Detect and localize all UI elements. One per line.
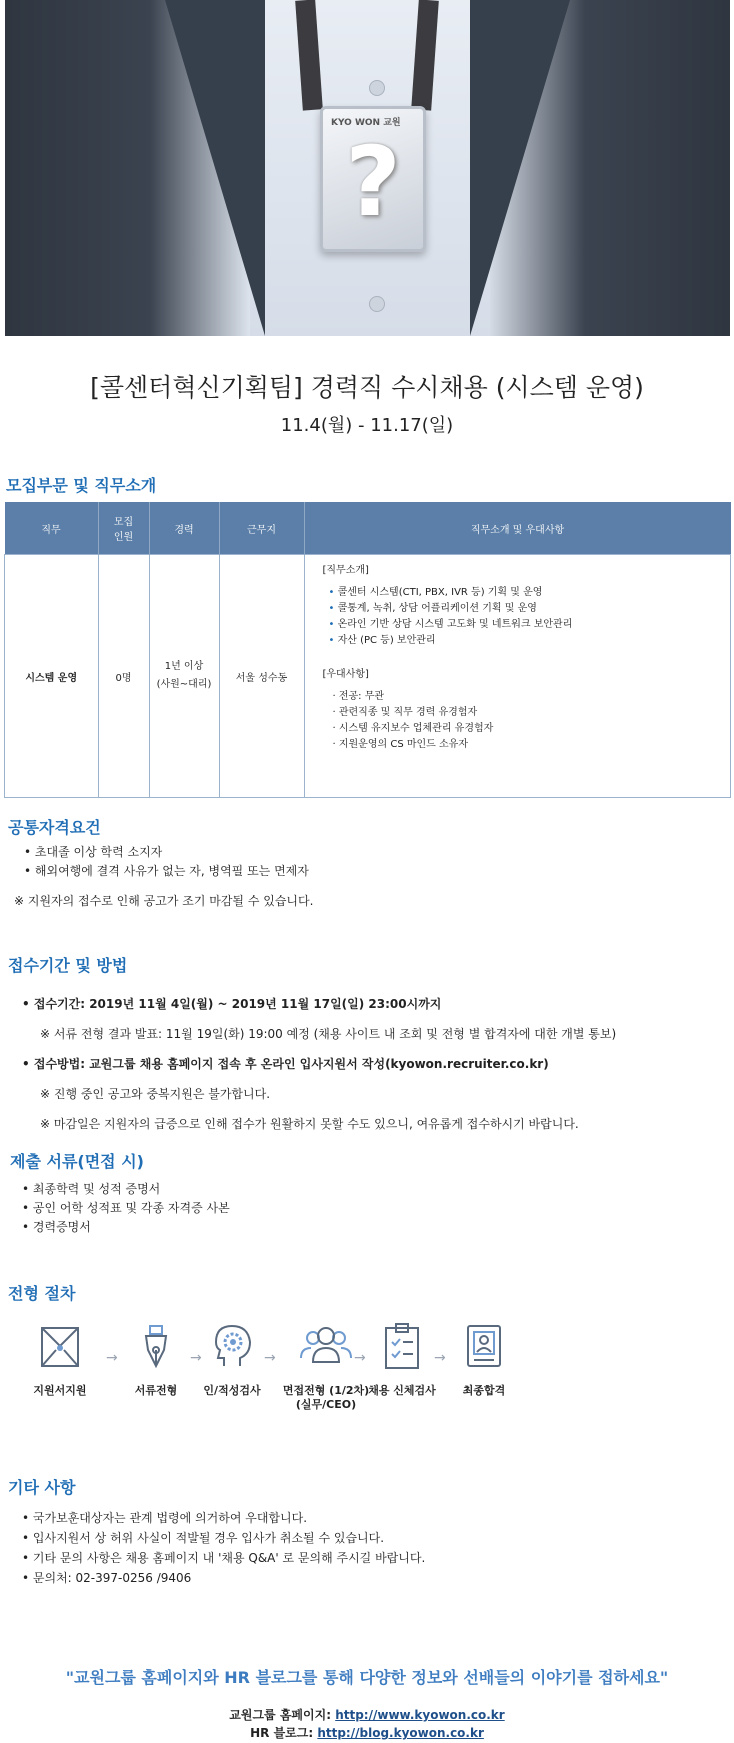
col-location: 근무지 [219, 502, 304, 555]
list-item: • 해외여행에 결격 사유가 없는 자, 병역필 또는 면제자 [24, 862, 309, 881]
step-label: 지원서지원 [33, 1384, 87, 1397]
step-medical [360, 1322, 444, 1398]
arrow-icon: → [434, 1350, 446, 1366]
list-item: • 콜통계, 녹취, 상담 어플리케이션 기획 및 운영 [329, 601, 713, 617]
intro-list [329, 585, 713, 649]
step-aptitude [192, 1322, 272, 1398]
etc-list [22, 1508, 425, 1588]
jacket-lapel-left [165, 0, 265, 336]
step-label: 최종합격 [462, 1384, 506, 1397]
head-gear-icon [210, 1322, 254, 1370]
id-badge [320, 106, 426, 252]
apply-method-note: ※ 마감일은 지원자의 급증으로 인해 접수가 원활하지 못할 수도 있으니, 여유롭게 접수하시기 바랍니다. [40, 1117, 579, 1131]
section-heading-process: 전형 절차 [8, 1284, 76, 1303]
col-career: 경력 [149, 502, 219, 555]
list-item: • 문의처: 02-397-0256 /9406 [22, 1568, 425, 1588]
recruit-date: 11.4(월) - 11.17(일) [280, 415, 454, 436]
envelope-icon [38, 1322, 82, 1370]
home-label: 교원그룹 홈페이지: [229, 1708, 336, 1722]
cell-location: 서울 성수동 [219, 555, 304, 798]
step-document [116, 1322, 196, 1398]
id-card-icon [462, 1322, 506, 1370]
section-heading-common: 공통자격요건 [8, 818, 101, 837]
badge-logo: KYO WON 교원 [331, 118, 401, 128]
cell-count: 0명 [98, 555, 149, 798]
section-heading-apply: 접수기간 및 방법 [8, 956, 128, 975]
process-steps [20, 1322, 540, 1422]
arrow-icon: → [190, 1350, 202, 1366]
list-item: • 국가보훈대상자는 관계 법령에 의거하여 우대합니다. [22, 1508, 425, 1528]
footer-links [0, 1706, 734, 1742]
list-item: · 전공: 무관 [329, 689, 713, 705]
section-heading-etc: 기타 사항 [8, 1478, 76, 1497]
list-item: · 시스템 유지보수 업체관리 유경험자 [329, 721, 713, 737]
shirt-button [369, 296, 385, 312]
section-heading-recruit: 모집부문 및 직무소개 [6, 476, 157, 495]
list-item: · 지원운영의 CS 마인드 소유자 [329, 737, 713, 753]
list-item: • 자산 (PC 등) 보안관리 [329, 633, 713, 649]
footer-quote: "교원그룹 홈페이지와 HR 블로그를 통해 다양한 정보와 선배들의 이야기를 접하세요" [65, 1668, 669, 1687]
hero-image [5, 0, 730, 336]
step-label: 채용 신체검사 [368, 1384, 436, 1397]
blog-label: HR 블로그: [250, 1726, 318, 1740]
job-table [4, 502, 731, 798]
apply-block [22, 994, 616, 1144]
list-item: • 기타 문의 사항은 채용 홈페이지 내 '채용 Q&A' 로 문의해 주시길 바랍니다. [22, 1548, 425, 1568]
pref-title: [우대사항] [322, 669, 369, 680]
list-item: · 관련직종 및 직무 경력 유경험자 [329, 705, 713, 721]
list-item: • 최종학력 및 성적 증명서 [22, 1180, 230, 1199]
step-label: 인/적성검사 [203, 1384, 261, 1397]
col-job: 직무 [5, 502, 99, 555]
question-mark: ? [345, 126, 401, 238]
step-label: 면접전형 (1/2차) (실무/CEO) [282, 1384, 370, 1411]
list-item: • 공인 어학 성적표 및 각종 자격증 사본 [22, 1199, 230, 1218]
list-item: • 초대졸 이상 학력 소지자 [24, 843, 309, 862]
step-final [444, 1322, 524, 1398]
section-heading-docs: 제출 서류(면접 시) [10, 1152, 144, 1171]
apply-method: • 접수방법: 교원그룹 채용 홈페이지 접속 후 온라인 입사지원서 작성(kyowon.recruiter.co.kr) [22, 1054, 616, 1074]
col-count: 모집 인원 [98, 502, 149, 555]
shirt-button [369, 80, 385, 96]
cell-career: 1년 이상 (사원~대리) [149, 555, 219, 798]
clipboard-icon [380, 1322, 424, 1370]
cell-job: 시스템 운영 [5, 555, 99, 798]
apply-period: • 접수기간: 2019년 11월 4일(월) ~ 2019년 11월 17일(일) 23:00시까지 [22, 994, 616, 1014]
arrow-icon: → [264, 1350, 276, 1366]
people-icon [299, 1322, 353, 1370]
apply-period-note: ※ 서류 전형 결과 발표: 11월 19일(화) 19:00 예정 (채용 사이트 내 조회 및 전형 별 합격자에 대한 개별 통보) [40, 1027, 617, 1041]
blog-link-row [0, 1724, 734, 1742]
table-row [5, 555, 731, 798]
list-item: • 온라인 기반 상담 시스템 고도화 및 네트워크 보안관리 [329, 617, 713, 633]
common-list [24, 843, 309, 881]
docs-list [22, 1180, 230, 1237]
step-label: 서류전형 [134, 1384, 178, 1397]
page-title: [콜센터혁신기획팀] 경력직 수시채용 (시스템 운영) [90, 373, 644, 402]
blog-link[interactable]: http://blog.kyowon.co.kr [317, 1726, 484, 1740]
list-item: • 경력증명서 [22, 1218, 230, 1237]
home-link[interactable]: http://www.kyowon.co.kr [335, 1708, 505, 1722]
pref-list [329, 689, 713, 753]
cell-description [304, 555, 731, 798]
step-apply [20, 1322, 100, 1398]
jacket-lapel-right [470, 0, 570, 336]
arrow-icon: → [106, 1350, 118, 1366]
common-note: ※ 지원자의 접수로 인해 공고가 조기 마감될 수 있습니다. [14, 894, 314, 908]
home-link-row [0, 1706, 734, 1724]
col-description: 직무소개 및 우대사항 [304, 502, 731, 555]
arrow-icon: → [354, 1350, 366, 1366]
intro-title: [직무소개] [322, 565, 369, 576]
list-item: • 입사지원서 상 허위 사실이 적발될 경우 입사가 취소될 수 있습니다. [22, 1528, 425, 1548]
apply-method-note: ※ 진행 중인 공고와 중복지원은 불가합니다. [40, 1087, 271, 1101]
pen-nib-icon [134, 1322, 178, 1370]
list-item: • 콜센터 시스템(CTI, PBX, IVR 등) 기획 및 운영 [329, 585, 713, 601]
table-header-row [5, 502, 731, 555]
